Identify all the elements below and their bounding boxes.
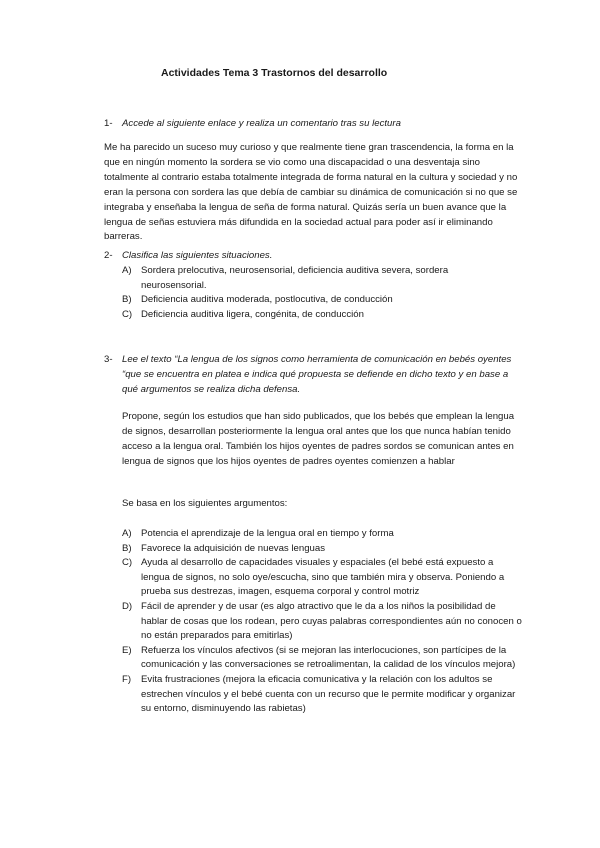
- list-item: [122, 293, 472, 308]
- list-item: [122, 308, 472, 323]
- question-3-answer: Propone, según los estudios que han sido publicados, que los bebés que emplean la lengua de signos, desarrollan posteriormente la lengua oral antes que los que nunca habían tenido acceso a la lengua oral. También los hijos oyentes de padres sordos se comunican antes en lengua de signos que los hijos oyentes de padres oyentes comienzen a hablar: [122, 411, 515, 467]
- list-item-letter: C): [122, 308, 133, 320]
- question-1-prompt: [104, 116, 524, 131]
- question-3-arguments-intro: Se basa en los siguientes argumentos:: [122, 498, 288, 509]
- list-item: [122, 673, 522, 717]
- list-item-letter: D): [122, 600, 133, 612]
- question-3-prompt: [104, 352, 524, 397]
- question-3-text: Lee el texto “La lengua de los signos como herramienta de comunicación en bebés oyentes “que se encuentra en platea e indica qué propuesta se defiende en dicho texto y en base a qué argumentos se realiza dicha defensa.: [122, 354, 512, 395]
- list-item-letter: C): [122, 557, 133, 569]
- question-1-text: Accede al siguiente enlace y realiza un comentario tras su lectura: [122, 118, 401, 129]
- question-3-list: [122, 527, 522, 717]
- list-item-letter: F): [122, 673, 132, 685]
- list-item-text: Deficiencia auditiva moderada, postlocutiva, de conducción: [141, 294, 393, 306]
- list-item-text: Refuerza los vínculos afectivos (si se mejoran las interlocuciones, son partícipes de la comunicación y las conversaciones se retroalimentan, la calidad de los vínculos mejora): [141, 644, 516, 671]
- list-item-text: Ayuda al desarrollo de capacidades visuales y espaciales (el bebé está expuesto a lengua de signos, no solo oye/escucha, sino que también mira y observa. Poniendo a prueba sus destrezas, imagen, esquema corporal y control motriz: [141, 557, 505, 598]
- document-title: Actividades Tema 3 Trastornos del desarrollo: [161, 67, 388, 79]
- list-item-text: Deficiencia auditiva ligera, congénita, de conducción: [141, 308, 364, 320]
- list-item-letter: B): [122, 542, 132, 554]
- question-1-number: 1-: [104, 118, 113, 129]
- list-item-text: Sordera prelocutiva, neurosensorial, deficiencia auditiva severa, sordera neurosensorial.: [141, 265, 449, 291]
- question-2-number: 2-: [104, 250, 113, 261]
- question-2-text: Clasifica las siguientes situaciones.: [122, 250, 273, 261]
- list-item-letter: E): [122, 644, 132, 656]
- list-item: [122, 556, 522, 600]
- list-item-text: Favorece la adquisición de nuevas lenguas: [141, 542, 326, 554]
- question-2-prompt: [104, 248, 524, 263]
- list-item-text: Potencia el aprendizaje de la lengua oral en tiempo y forma: [141, 528, 394, 539]
- list-item: [122, 527, 522, 542]
- list-item: [122, 264, 472, 293]
- list-item-text: Evita frustraciones (mejora la eficacia comunicativa y la relación con los adultos se estrechen vínculos y el bebé cuenta con un recurso que le permite modificar y organizar su entorno, disminuyendo las rabietas): [141, 673, 516, 715]
- list-item: [122, 542, 522, 557]
- question-2-list: [122, 264, 472, 322]
- list-item: [122, 600, 522, 644]
- list-item: [122, 644, 522, 673]
- list-item-letter: A): [122, 265, 132, 276]
- list-item-letter: A): [122, 528, 132, 539]
- question-1-answer: Me ha parecido un suceso muy curioso y que realmente tiene gran trascendencia, la forma en la que en ningún momento la sordera se vio como una discapacidad o una desventaja sino totalmente al contrario estaba totalmente integrada de forma natural en la cultura y sociedad y no eran la persona con sordera las que debía de cambiar su dinámica de comunicación si no que se integraba y enseñaba la lengua de seña de forma natural. Quizás sería un buen avance que la lengua de señas estuviera más difundida en la sociedad actual para poder así ir eliminando barreras.: [104, 142, 518, 243]
- list-item-text: Fácil de aprender y de usar (es algo atractivo que le da a los niños la posibilidad de hablar de cosas que los rodean, pero cuyas palabras correspondientes aún no conocen o no están preparados para emitirlas): [141, 600, 522, 642]
- list-item-letter: B): [122, 294, 132, 306]
- question-3-number: 3-: [104, 354, 113, 365]
